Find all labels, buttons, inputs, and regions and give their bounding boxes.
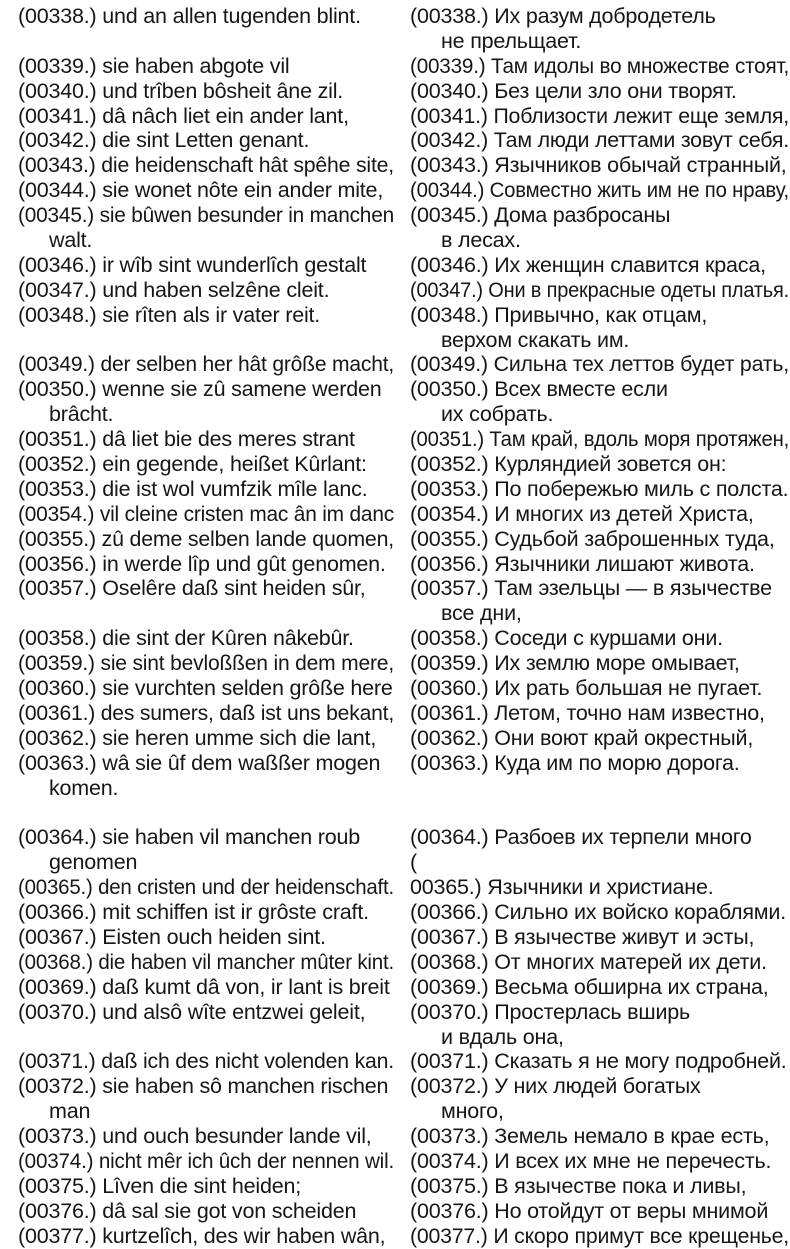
verse-line-continuation	[410, 402, 790, 427]
verse-line	[18, 278, 395, 303]
verse-line-continuation	[410, 1099, 790, 1124]
verse-line	[18, 452, 395, 477]
verse-line	[410, 576, 790, 601]
verse-line	[18, 751, 395, 776]
verse-line	[410, 303, 790, 328]
verse-text: (00341.) dâ nâch liet ein ander lant,	[18, 103, 349, 128]
verse-line-continuation	[18, 1099, 395, 1124]
verse-text: (00367.) В язычестве живут и эсты,	[410, 924, 755, 949]
verse-line	[410, 278, 790, 303]
verse-text: (00376.) Но отойдут от веры мнимой	[410, 1198, 769, 1223]
verse-line	[18, 1049, 395, 1074]
verse-line	[410, 203, 790, 228]
verse-text: (00372.) sie haben sô manchen rischen	[18, 1074, 389, 1099]
verse-text: (00368.) От многих матерей их дети.	[410, 949, 767, 974]
verse-line	[410, 875, 790, 900]
verse-text: (00376.) dâ sal sie got von scheiden	[18, 1198, 357, 1223]
verse-text: (00364.) sie haben vil manchen roub	[18, 825, 360, 850]
verse-line	[18, 950, 395, 975]
verse-line	[18, 552, 395, 577]
verse-line	[410, 825, 790, 850]
verse-text: (00353.) По побережью миль с полста.	[410, 476, 789, 501]
german-verse-column	[0, 4, 395, 1249]
verse-line	[18, 377, 395, 402]
verse-text: (00366.) Сильно их войско кораблями.	[410, 900, 786, 925]
verse-text: (00374.) nicht mêr ich ûch der nennen wil.	[18, 1148, 395, 1173]
verse-line	[410, 676, 790, 701]
verse-text: (00358.) die sint der Kûren nâkebûr.	[18, 626, 354, 651]
verse-line	[410, 104, 790, 129]
verse-text: (00359.) Их землю море омывает,	[410, 651, 740, 676]
verse-line	[410, 1049, 790, 1074]
verse-line	[18, 527, 395, 552]
verse-text: (00355.) zû deme selben lande quomen,	[18, 526, 394, 551]
verse-text: (00365.) den cristen und der heidenschaft.	[18, 875, 395, 900]
verse-text: (00363.) Куда им по морю дорога.	[410, 750, 740, 775]
verse-line	[18, 303, 395, 328]
verse-text: (00358.) Соседи с куршами они.	[410, 626, 723, 651]
verse-text: в лесах.	[441, 228, 521, 253]
verse-text: (00352.) Курляндией зовется он:	[410, 452, 727, 477]
verse-text: (00348.) sie rîten als ir vater reit.	[18, 302, 321, 327]
verse-line	[410, 626, 790, 651]
verse-text: (00357.) Там эзельцы — в язычестве	[410, 576, 772, 601]
verse-text: (00350.) Всех вместе если	[410, 377, 668, 402]
verse-text: (00374.) И всех их мне не перечесть.	[410, 1148, 772, 1173]
verse-line	[18, 925, 395, 950]
verse-line-continuation	[410, 601, 790, 626]
verse-text: (00355.) Судьбой заброшенных туда,	[410, 526, 775, 551]
verse-line	[410, 352, 790, 377]
verse-text: (00361.) des sumers, daß ist uns bekant,	[18, 700, 395, 725]
verse-line	[410, 253, 790, 278]
verse-line	[18, 1124, 395, 1149]
verse-text: (00375.) Lîven die sint heiden;	[18, 1173, 302, 1198]
blank-line	[18, 328, 395, 353]
verse-text: (00368.) die haben vil mancher mûter kint.	[18, 949, 395, 974]
verse-text: (00370.) Простерлась вширь	[410, 999, 691, 1024]
verse-line	[410, 1074, 790, 1099]
verse-line	[410, 726, 790, 751]
verse-line	[18, 477, 395, 502]
verse-text: (00377.) И скоро примут все крещенье,	[410, 1223, 789, 1248]
verse-text: man	[49, 1099, 91, 1124]
verse-line-continuation	[410, 228, 790, 253]
verse-text: (00360.) Их рать большая не пугает.	[410, 676, 763, 701]
verse-text: (00341.) Поблизости лежит еще земля,	[410, 103, 789, 128]
verse-text: (00351.) Там край, вдоль моря протяжен,	[410, 427, 790, 452]
verse-text: (00339.) sie haben abgote vil	[18, 53, 290, 78]
verse-text: (00377.) kurtzelîch, des wir haben wân,	[18, 1223, 386, 1248]
verse-line	[410, 54, 790, 79]
verse-text: (00340.) Без цели зло они творят.	[410, 78, 737, 103]
verse-line	[18, 104, 395, 129]
verse-text: (00339.) Там идолы во множестве стоят,	[410, 53, 790, 78]
verse-text: (00357.) Oselêre daß sint heiden sûr,	[18, 576, 366, 601]
verse-text: (00344.) Совместно жить им не по нраву,	[410, 178, 789, 203]
verse-line	[410, 128, 790, 153]
verse-line	[410, 4, 790, 29]
verse-line	[18, 502, 395, 527]
verse-line	[410, 1000, 790, 1025]
verse-line	[18, 427, 395, 452]
verse-text: (00345.) Дома разбросаны	[410, 203, 671, 228]
verse-text: их собрать.	[441, 402, 554, 427]
verse-text: (00343.) Язычников обычай странный,	[410, 153, 787, 178]
verse-line	[18, 875, 395, 900]
verse-line	[18, 253, 395, 278]
verse-text: (00367.) Eisten ouch heiden sint.	[18, 924, 326, 949]
verse-text: (	[410, 850, 417, 875]
verse-text: (00362.) Они воют край окрестный,	[410, 725, 754, 750]
verse-text: (00351.) dâ liet bie des meres strant	[18, 427, 355, 452]
verse-line	[18, 4, 395, 29]
verse-text: (00373.) und ouch besunder lande vil,	[18, 1124, 372, 1149]
verse-line	[18, 128, 395, 153]
verse-text: (00373.) Земель немало в крае есть,	[410, 1124, 770, 1149]
verse-text: (00370.) und alsô wîte entzwei geleit,	[18, 999, 366, 1024]
verse-text: (00338.) Их разум добродетель	[410, 4, 716, 28]
verse-text: (00359.) sie sint bevloßßen in dem mere,	[18, 651, 394, 676]
verse-text: (00356.) Язычники лишают живота.	[410, 551, 755, 576]
verse-line	[18, 79, 395, 104]
verse-line	[18, 1000, 395, 1025]
verse-text: и вдаль она,	[441, 1024, 564, 1049]
verse-text: (00354.) vil cleine cristen mac ân im danc	[18, 501, 394, 526]
verse-text: (00353.) die ist wol vumfzik mîle lanc.	[18, 476, 368, 501]
verse-line	[410, 427, 790, 452]
verse-line	[18, 975, 395, 1000]
verse-line-continuation	[18, 228, 395, 253]
verse-line-continuation	[18, 850, 395, 875]
verse-text: (00342.) die sint Letten genant.	[18, 128, 310, 153]
verse-text: (00360.) sie vurchten selden grôße here	[18, 676, 393, 701]
verse-text: 00365.) Язычники и христиане.	[410, 875, 714, 900]
verse-text: (00347.) Они в прекрасные одеты платья.	[410, 277, 789, 302]
verse-text: (00375.) В язычестве пока и ливы,	[410, 1173, 747, 1198]
verse-text: (00354.) И многих из детей Христа,	[410, 501, 754, 526]
verse-line	[18, 203, 395, 228]
verse-line	[410, 178, 790, 203]
verse-text: (00352.) ein gegende, heißet Kûrlant:	[18, 452, 367, 477]
verse-line	[410, 502, 790, 527]
verse-line	[410, 477, 790, 502]
verse-line	[410, 651, 790, 676]
verse-text: не прельщает.	[441, 28, 582, 53]
blank-line	[18, 1025, 395, 1050]
verse-text: (00346.) Их женщин славится краса,	[410, 252, 766, 277]
verse-text: (00343.) die heidenschaft hât spêhe site,	[18, 153, 395, 178]
verse-text: (00372.) У них людей богатых	[410, 1074, 701, 1099]
blank-line	[410, 776, 790, 801]
verse-line-continuation	[410, 29, 790, 54]
verse-line	[410, 79, 790, 104]
verse-line	[18, 576, 395, 601]
verse-text: (00344.) sie wonet nôte ein ander mite,	[18, 178, 384, 203]
verse-line	[410, 452, 790, 477]
verse-line	[18, 1149, 395, 1174]
verse-text: (00356.) in werde lîp und gût genomen.	[18, 551, 386, 576]
blank-line	[410, 801, 790, 826]
blank-line	[18, 29, 395, 54]
verse-line	[410, 1149, 790, 1174]
verse-text: (00371.) daß ich des nicht volenden kan.	[18, 1049, 395, 1074]
verse-line	[410, 751, 790, 776]
verse-line	[410, 1199, 790, 1224]
verse-line	[18, 701, 395, 726]
verse-text: (00362.) sie heren umme sich die lant,	[18, 725, 377, 750]
verse-text: walt.	[49, 228, 93, 253]
verse-line	[18, 1174, 395, 1199]
verse-line	[410, 925, 790, 950]
verse-text: (00363.) wâ sie ûf dem waßßer mogen	[18, 750, 381, 775]
verse-text: (00340.) und trîben bôsheit âne zil.	[18, 78, 344, 103]
verse-text: (00369.) daß kumt dâ von, ir lant is breit	[18, 974, 390, 999]
blank-line	[18, 801, 395, 826]
verse-text: genomen	[49, 850, 138, 875]
verse-line	[18, 352, 395, 377]
verse-line	[410, 850, 790, 875]
verse-text: komen.	[49, 775, 119, 800]
verse-text: (00342.) Там люди леттами зовут себя.	[410, 128, 790, 153]
verse-line	[18, 1224, 395, 1249]
verse-line	[18, 54, 395, 79]
verse-text: (00348.) Привычно, как отцам,	[410, 302, 708, 327]
verse-text: много,	[441, 1099, 504, 1124]
verse-text: (00364.) Разбоев их терпели много	[410, 825, 752, 850]
verse-line	[410, 153, 790, 178]
russian-verse-column	[395, 4, 790, 1249]
verse-text: (00361.) Летом, точно нам известно,	[410, 700, 765, 725]
verse-line	[410, 1174, 790, 1199]
verse-line	[18, 178, 395, 203]
verse-line	[18, 1074, 395, 1099]
verse-line	[18, 676, 395, 701]
verse-line	[18, 651, 395, 676]
verse-line	[410, 975, 790, 1000]
verse-text: (00366.) mit schiffen ist ir grôste craft.	[18, 900, 369, 925]
verse-line	[18, 900, 395, 925]
verse-text: (00349.) Сильна тех леттов будет рать,	[410, 352, 790, 377]
verse-text: (00349.) der selben her hât grôße macht,	[18, 352, 395, 377]
verse-text: (00371.) Сказать я не могу подробней.	[410, 1049, 787, 1074]
verse-line	[410, 377, 790, 402]
verse-line	[18, 1199, 395, 1224]
verse-line-continuation	[18, 776, 395, 801]
verse-line	[18, 726, 395, 751]
verse-text: (00347.) und haben selzêne cleit.	[18, 277, 330, 302]
verse-line	[18, 626, 395, 651]
verse-line	[18, 825, 395, 850]
verse-text: верхом скакать им.	[441, 327, 630, 352]
verse-text: все дни,	[441, 601, 522, 626]
verse-line	[410, 950, 790, 975]
verse-text: (00350.) wenne sie zû samene werden	[18, 377, 382, 402]
verse-line-continuation	[410, 1025, 790, 1050]
verse-text: brâcht.	[49, 402, 114, 427]
verse-text: (00338.) und an allen tugenden blint.	[18, 4, 361, 28]
verse-line	[18, 153, 395, 178]
verse-line	[410, 527, 790, 552]
blank-line	[18, 601, 395, 626]
verse-line	[410, 900, 790, 925]
verse-text: (00369.) Весьма обширна их страна,	[410, 974, 769, 999]
verse-line-continuation	[18, 402, 395, 427]
verse-line	[410, 552, 790, 577]
verse-line	[410, 1224, 790, 1249]
verse-line-continuation	[410, 328, 790, 353]
verse-text: (00346.) ir wîb sint wunderlîch gestalt	[18, 252, 367, 277]
verse-line	[410, 1124, 790, 1149]
verse-text: (00345.) sie bûwen besunder in manchen	[18, 203, 395, 228]
verse-line	[410, 701, 790, 726]
